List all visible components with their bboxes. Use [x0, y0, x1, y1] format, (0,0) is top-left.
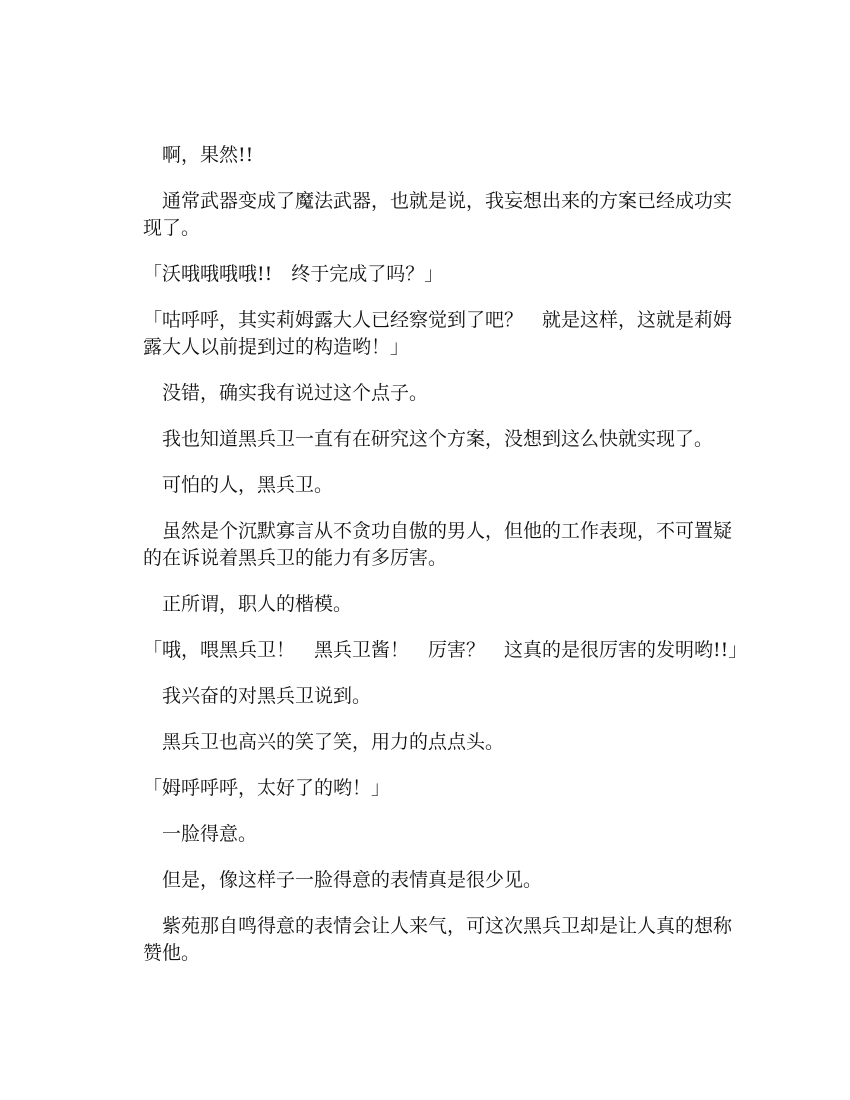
- paragraph: 可怕的人，黑兵卫。: [143, 474, 334, 496]
- paragraph: 我也知道黑兵卫一直有在研究这个方案，没想到这么快就实现了。: [143, 428, 714, 450]
- paragraph: 虽然是个沉默寡言从不贪功自傲的男人，但他的工作表现，不可置疑的在诉说着黑兵卫的能力有多厉害。: [143, 520, 733, 569]
- paragraph: 「沃哦哦哦哦!! 终于完成了吗？」: [143, 263, 444, 285]
- paragraph: 「哦，喂黑兵卫！ 黑兵卫酱！ 厉害？ 这真的是很厉害的发明哟!!」: [143, 639, 748, 661]
- paragraph: 我兴奋的对黑兵卫说到。: [143, 685, 372, 707]
- paragraph: 没错，确实我有说过这个点子。: [143, 382, 429, 404]
- paragraph: 通常武器变成了魔法武器，也就是说，我妄想出来的方案已经成功实现了。: [143, 190, 733, 239]
- paragraph: 「咕呼呼，其实莉姆露大人已经察觉到了吧？ 就是这样，这就是莉姆露大人以前提到过的构造哟！」: [143, 309, 733, 358]
- paragraph: 啊，果然!!: [143, 144, 254, 166]
- paragraph: 一脸得意。: [143, 823, 258, 845]
- paragraph: 「姆呼呼呼，太好了的哟！」: [143, 777, 391, 799]
- document-page: [143, 142, 747, 986]
- paragraph: 但是，像这样子一脸得意的表情真是很少见。: [143, 869, 543, 891]
- paragraph: 正所谓，职人的楷模。: [143, 593, 353, 615]
- paragraph: 黑兵卫也高兴的笑了笑，用力的点点头。: [143, 731, 505, 753]
- paragraph: 紫苑那自鸣得意的表情会让人来气，可这次黑兵卫却是让人真的想称赞他。: [143, 915, 733, 964]
